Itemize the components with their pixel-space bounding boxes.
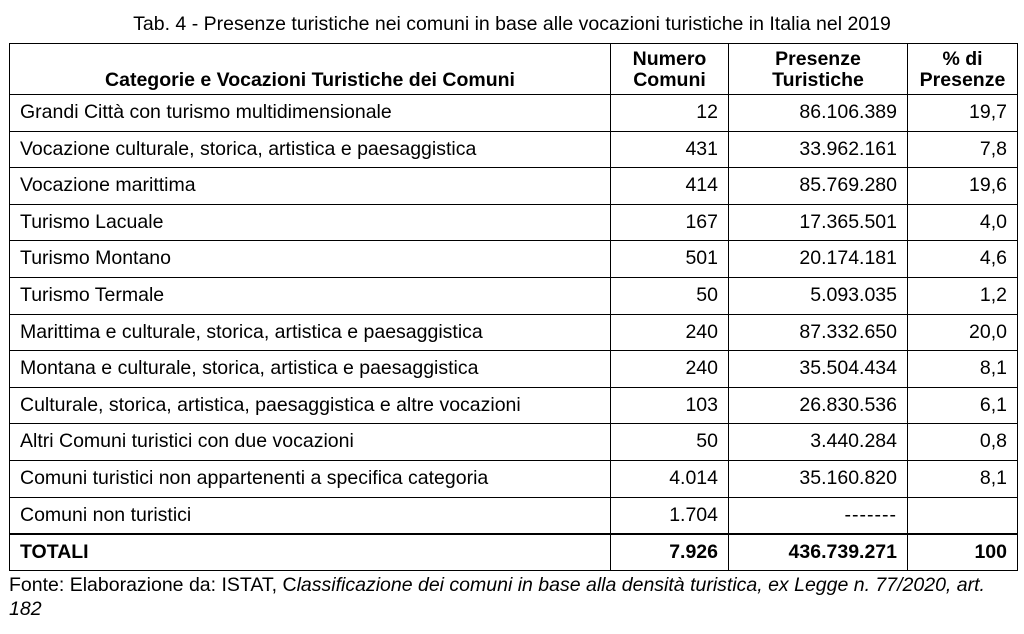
cell-count: 167 — [611, 204, 729, 241]
cell-percentage: 4,0 — [908, 204, 1018, 241]
totals-presence: 436.739.271 — [729, 534, 908, 571]
cell-percentage: 8,1 — [908, 460, 1018, 497]
cell-percentage: 20,0 — [908, 314, 1018, 351]
totals-percentage: 100 — [908, 534, 1018, 571]
header-presence — [729, 44, 908, 95]
cell-count: 501 — [611, 241, 729, 278]
cell-presence: 33.962.161 — [729, 131, 908, 168]
header-category — [10, 44, 611, 95]
cell-presence: 35.160.820 — [729, 460, 908, 497]
totals-count: 7.926 — [611, 534, 729, 571]
cell-percentage: 6,1 — [908, 387, 1018, 424]
source-note — [9, 573, 1009, 621]
cell-presence: ------- — [729, 497, 908, 534]
header-count — [611, 44, 729, 95]
cell-category: Culturale, storica, artistica, paesaggistica e altre vocazioni — [10, 387, 611, 424]
cell-category: Turismo Montano — [10, 241, 611, 278]
table-header-row — [10, 44, 1018, 95]
cell-category: Comuni non turistici — [10, 497, 611, 534]
table-row — [10, 204, 1018, 241]
cell-percentage: 4,6 — [908, 241, 1018, 278]
header-presence-line1: Presenze — [775, 48, 861, 70]
cell-count: 1.704 — [611, 497, 729, 534]
cell-count: 240 — [611, 351, 729, 388]
cell-count: 240 — [611, 314, 729, 351]
table-row — [10, 387, 1018, 424]
table-row — [10, 241, 1018, 278]
totals-label: TOTALI — [10, 534, 611, 571]
cell-count: 4.014 — [611, 460, 729, 497]
cell-percentage: 1,2 — [908, 277, 1018, 314]
cell-percentage: 7,8 — [908, 131, 1018, 168]
cell-category: Grandi Città con turismo multidimensionale — [10, 95, 611, 132]
table-row — [10, 277, 1018, 314]
cell-percentage: 8,1 — [908, 351, 1018, 388]
cell-presence: 86.106.389 — [729, 95, 908, 132]
cell-count: 12 — [611, 95, 729, 132]
table-row — [10, 95, 1018, 132]
cell-category: Turismo Lacuale — [10, 204, 611, 241]
header-pct-line1: % di — [942, 48, 983, 70]
cell-presence: 20.174.181 — [729, 241, 908, 278]
cell-presence: 26.830.536 — [729, 387, 908, 424]
tourism-table — [9, 43, 1018, 571]
cell-presence: 17.365.501 — [729, 204, 908, 241]
header-percentage — [908, 44, 1018, 95]
source-prefix: Fonte: Elaborazione da: ISTAT, C — [9, 574, 297, 596]
table-row — [10, 460, 1018, 497]
cell-count: 103 — [611, 387, 729, 424]
cell-presence: 3.440.284 — [729, 424, 908, 461]
header-presence-line2: Turistiche — [772, 69, 864, 91]
cell-presence: 35.504.434 — [729, 351, 908, 388]
cell-category: Marittima e culturale, storica, artistica e paesaggistica — [10, 314, 611, 351]
table-row — [10, 497, 1018, 534]
table-row — [10, 351, 1018, 388]
cell-presence: 85.769.280 — [729, 168, 908, 205]
source-italic: lassificazione dei comuni in base alla densità turistica, ex Legge n. 77/2020, art. 182 — [9, 574, 985, 620]
cell-category: Vocazione marittima — [10, 168, 611, 205]
cell-percentage: 19,6 — [908, 168, 1018, 205]
header-category-label: Categorie e Vocazioni Turistiche dei Comuni — [105, 69, 515, 91]
table-row — [10, 314, 1018, 351]
cell-percentage: 19,7 — [908, 95, 1018, 132]
cell-count: 431 — [611, 131, 729, 168]
table-row — [10, 424, 1018, 461]
table-row — [10, 168, 1018, 205]
totals-row — [10, 534, 1018, 571]
cell-presence: 87.332.650 — [729, 314, 908, 351]
cell-presence: 5.093.035 — [729, 277, 908, 314]
cell-count: 50 — [611, 424, 729, 461]
cell-category: Altri Comuni turistici con due vocazioni — [10, 424, 611, 461]
cell-category: Vocazione culturale, storica, artistica e paesaggistica — [10, 131, 611, 168]
header-pct-line2: Presenze — [919, 69, 1006, 91]
table-row — [10, 131, 1018, 168]
cell-category: Turismo Termale — [10, 277, 611, 314]
cell-count: 50 — [611, 277, 729, 314]
table-title: Tab. 4 - Presenze turistiche nei comuni in base alle vocazioni turistiche in Italia nel 2019 — [133, 13, 891, 35]
header-count-line1: Numero — [632, 48, 707, 70]
cell-percentage — [908, 497, 1018, 534]
cell-count: 414 — [611, 168, 729, 205]
cell-category: Comuni turistici non appartenenti a specifica categoria — [10, 460, 611, 497]
cell-percentage: 0,8 — [908, 424, 1018, 461]
cell-category: Montana e culturale, storica, artistica e paesaggistica — [10, 351, 611, 388]
header-count-line2: Comuni — [633, 69, 706, 91]
